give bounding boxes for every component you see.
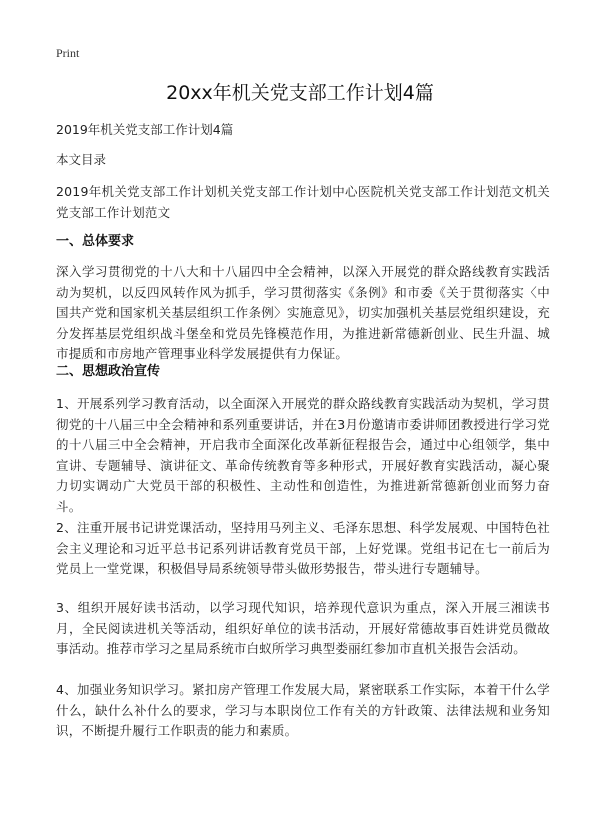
print-label[interactable]: Print [56, 46, 80, 60]
section-1-paragraph: 深入学习贯彻党的十八大和十八届四中全会精神，以深入开展党的群众路线教育实践活动为契机，以反四风转作风为抓手，学习贯彻落实《条例》和市委《关于贯彻落实〈中国共产党和国家机关基层组织工作条例〉实施意见》，切实加强机关基层党组织建设，充分发挥基层党组织战斗堡垒和党员先锋模范作用，为推进新常德新创业、民生升温、城市提质和市房地产管理事业科学发展提供有力保证。 [56, 264, 550, 361]
section-2-paragraph-3: 3、组织开展好读书活动，以学习现代知识，培养现代意识为重点，深入开展三湘读书月，全民阅读进机关等活动，组织好单位的读书活动，开展好常德故事百姓讲党员微故事活动。推荐市学习之星局系统市白蚁所学习典型娄丽红参加市直机关报告会活动。 [56, 600, 550, 656]
document-subtitle: 2019年机关党支部工作计划4篇 [56, 122, 234, 137]
toc-label: 本文目录 [56, 152, 107, 167]
section-2-paragraph-2: 2、注重开展书记讲党课活动，坚持用马列主义、毛泽东思想、科学发展观、中国特色社会主义理论和习近平总书记系列讲话教育党员干部，上好党课。党组书记在七一前后为党员上一堂党课，积极倡导局系统领导带头做形势报告，带头进行专题辅导。 [56, 520, 550, 576]
section-heading-2: 二、思想政治宣传 [56, 364, 161, 379]
document-title: 20xx年机关党支部工作计划4篇 [166, 82, 434, 104]
section-2-paragraph-4: 4、加强业务知识学习。紧扣房产管理工作发展大局，紧密联系工作实际，本着干什么学什么，缺什么补什么的要求，学习与本职岗位工作有关的方针政策、法律法规和业务知识，不断提升履行工作职责的能力和素质。 [56, 682, 550, 738]
section-2-paragraph-1: 1、开展系列学习教育活动，以全面深入开展党的群众路线教育实践活动为契机，学习贯彻党的十八届三中全会精神和系列重要讲话，并在3月份邀请市委讲师团教授进行学习党的十八届三中全会精神，开启我市全面深化改革新征程报告会，通过中心组领学，集中宣讲、专题辅导、演讲征文、革命传统教育等多种形式，开展好教育实践活动，凝心聚力切实调动广大党员干部的积极性、主动性和创造性，为推进新常德新创业而努力奋斗。 [56, 396, 550, 514]
toc-text: 2019年机关党支部工作计划机关党支部工作计划中心医院机关党支部工作计划范文机关党支部工作计划范文 [56, 184, 550, 220]
section-heading-1: 一、总体要求 [56, 234, 135, 249]
